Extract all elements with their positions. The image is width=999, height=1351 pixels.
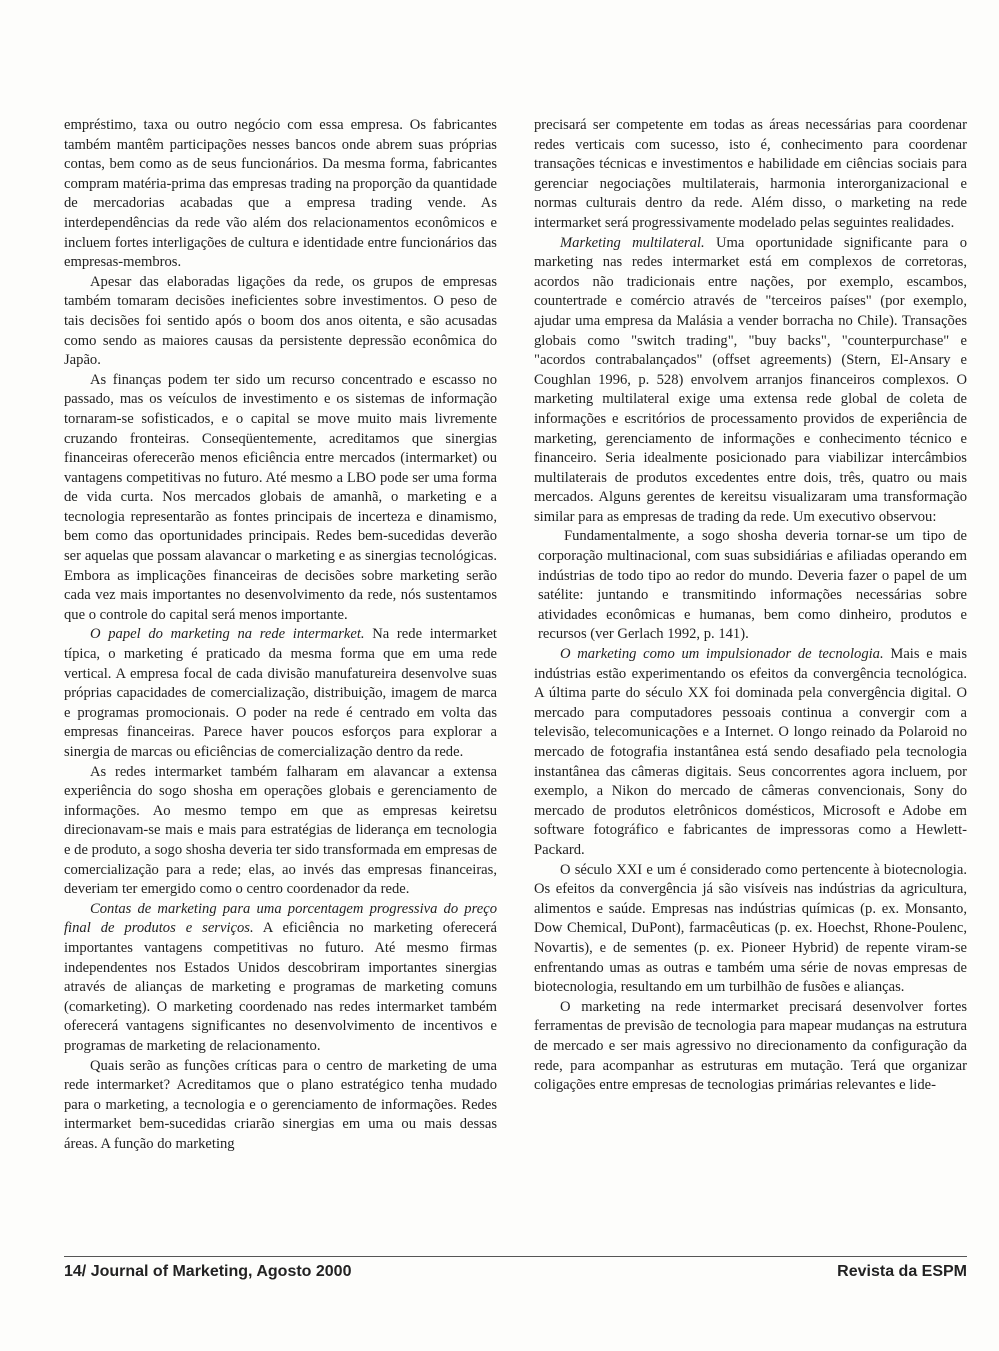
paragraph: precisará ser competente em todas as áreas necessárias para coordenar redes verticais com sucesso, isto é, conhecimento para coordenar transações técnicas e investimentos e habilidade em ciências sociais para gerenciar negociações multilaterais, harmonia interorganizacional e normas culturais dentro da rede. Além disso, o marketing na rede intermarket será progressivamente modelado pelas seguintes realidades.	[534, 117, 967, 231]
footer-journal-info: 14/ Journal of Marketing, Agosto 2000	[64, 1263, 352, 1280]
footer-divider	[64, 1256, 967, 1257]
paragraph	[64, 625, 497, 762]
paragraph-body: A eficiência no marketing oferecerá importantes vantagens competitivas no futuro. Até mesmo firmas independentes nos Estados Unidos descobriram importantes sinergias através de alianças de marketing e programas de marketing comuns (comarketing). O marketing coordenado nas redes intermarket também oferecerá vantagens significantes no desenvolvimento de incentivos e programas de marketing de relacionamento.	[64, 920, 498, 1054]
paragraph: As finanças podem ter sido um recurso concentrado e escasso no passado, mas os veículos de investimento e os sistemas de informação tornaram-se sofisticados, e o capital se move muito mais livremente cruzando fronteiras. Conseqüentemente, acreditamos que sinergias financeiras oferecerão menos eficiência entre mercados (intermarket) ou vantagens competitivas no futuro. Até mesmo a LBO pode ser uma forma de vida curta. Nos mercados globais de amanhã, o marketing e a tecnologia representarão as fontes principais de incerteza e dinamismo, bem como das oportunidades principais. Redes bem-sucedidas deverão ser aquelas que possam alavancar o marketing e as sinergias tecnológicas. Embora as implicações financeiras de decisões sobre marketing serão cada vez mais importantes no desenvolvimento da rede, nós sustentamos que o controle do capital será menos importante.	[64, 371, 497, 623]
footer-publication-name: Revista da ESPM	[837, 1263, 967, 1280]
paragraph: O marketing na rede intermarket precisará desenvolver fortes ferramentas de previsão de tecnologia para mapear mudanças na estrutura de mercado e ser mais agressivo no direcionamento da configuração da rede, para acompanhar as estruturas em mutação. Terá que organizar coligações entre empresas de tecnologias primárias relevantes e lide-	[534, 998, 967, 1094]
paragraph: O século XXI e um é considerado como pertencente à biotecnologia. Os efeitos da convergência já são visíveis nas indústrias da agricultura, alimentos e saúde. Empresas nas indústrias químicas (p. ex. Monsanto, Dow Chemical, DuPont), farmacêuticas (p. ex. Hoechst, Rhone-Poulenc, Novartis), e de sementes (p. ex. Pioneer Hybrid) de repente viram-se enfrentando umas as outras e também uma série de novas empresas de biotecnologia, resultando em um turbilhão de fusões e alianças.	[534, 861, 967, 996]
paragraph: Apesar das elaboradas ligações da rede, os grupos de empresas também tomaram decisões ineficientes sobre investimentos. O peso de tais decisões foi sentido após o boom dos anos oitenta, e são acusadas como sendo as maiores causas da persistente depressão econômica do Japão.	[64, 273, 497, 369]
block-quote: Fundamentalmente, a sogo shosha deveria tornar-se um tipo de corporação multinacional, com suas subsidiárias e afiliadas operando em indústrias de todo tipo ao redor do mundo. Deveria fazer o papel de um satélite: juntando e transmitindo informações necessárias sobre atividades econômicas e humanas, bem como dinheiro, produtos e recursos (ver Gerlach 1992, p. 141).	[538, 528, 967, 643]
paragraph: Quais serão as funções críticas para o centro de marketing de uma rede intermarket? Acreditamos que o plano estratégico tenha mudado para o marketing, a tecnologia e o gerenciamento de informações. Redes intermarket bem-sucedidas criarão sinergias em uma ou mais dessas áreas. A função do marketing	[64, 1057, 497, 1152]
left-column	[64, 116, 497, 1154]
paragraph	[534, 234, 967, 528]
right-column	[534, 116, 967, 1096]
section-heading: Contas de marketing para uma porcentagem progressiva do preço final de produtos e serviços.	[64, 900, 497, 937]
section-heading: Marketing multilateral.	[560, 234, 705, 251]
section-heading: O marketing como um impulsionador de tecnologia.	[560, 646, 884, 663]
section-heading: O papel do marketing na rede intermarket.	[90, 626, 365, 643]
paragraph-body: Uma oportunidade significante para o marketing nas redes intermarket está em complexos de corretoras, acordos não tradicionais entre nações, por exemplo, escambos, countertrade e comércio através de "terceiros países" (por exemplo, ajudar uma empresa da Malásia a vender borracha no Chile). Transações globais como "switch trading", "buy backs", "counterpurchase" e "acordos contrabalançados" (offset agreements) (Stern, El-Ansary e Coughlan 1996, p. 528) envolvem arranjos financeiros complexos. O marketing multilateral exige uma extensa rede global de coleta de informações e escritórios de processamento providos de experiência de marketing, gerenciamento de informações e conhecimento técnico e financeiro. Seria idealmente posicionado para viabilizar intercâmbios multilaterais de produtos excedentes entre dois, três, quatro ou mais mercados. Alguns gerentes de kereitsu visualizaram uma transformação similar para as empresas de trading da rede. Um executivo observou:	[534, 234, 967, 525]
paragraph-body: Mais e mais indústrias estão experimentando os efeitos da convergência tecnológica. A última parte do século XX foi dominada pela convergência digital. O mercado para computadores pessoais continua a convergir com a televisão, telecomunicações e a Internet. O longo reinado da Polaroid no mercado de fotografia instantânea está sendo desafiado pela tecnologia instantânea das câmeras digitais. Seus concorrentes agora incluem, por exemplo, a Nikon do mercado de câmeras convencionais, Sony do mercado de produtos eletrônicos domésticos, Microsoft e Adobe em software fotográfico e fabricantes de impressoras como a Hewlett-Packard.	[534, 646, 967, 858]
paragraph	[64, 900, 497, 1057]
paragraph: empréstimo, taxa ou outro negócio com essa empresa. Os fabricantes também mantêm participações nesses bancos onde abrem suas próprias contas, bem como as de seus funcionários. Da mesma forma, fabricantes compram matéria-prima das empresas trading na proporção da quantidade de mercadorias acabadas que a empresa trading vende. As interdependências da rede vão além dos relacionamentos econômicos e incluem fortes interligações de cultura e identidade entre funcionários das empresas-membros.	[64, 117, 497, 271]
paragraph	[534, 645, 967, 861]
paragraph-body: Na rede intermarket típica, o marketing é praticado da mesma forma que em uma rede vertical. A empresa focal de cada divisão manufatureira desenvolve suas próprias capacidades de comercialização, distribuição, imagem de marca e programas promocionais. O poder na rede é centrado em volta das empresas financeiras. Parece haver poucos esforços para explorar a sinergia de marcas ou eficiências de comercialização dentro da rede.	[64, 626, 497, 760]
paragraph: As redes intermarket também falharam em alavancar a extensa experiência do sogo shosha em operações globais e gerenciamento de informações. Ao mesmo tempo em que as empresas keiretsu direcionavam-se mais e mais para estratégias de liderança em tecnologia e de produto, a sogo shosha deveria ter sido transformada em empresas de comercialização para a rede; elas, ao invés das empresas financeiras, deveriam ter emergido como o centro coordenador da rede.	[64, 763, 497, 898]
